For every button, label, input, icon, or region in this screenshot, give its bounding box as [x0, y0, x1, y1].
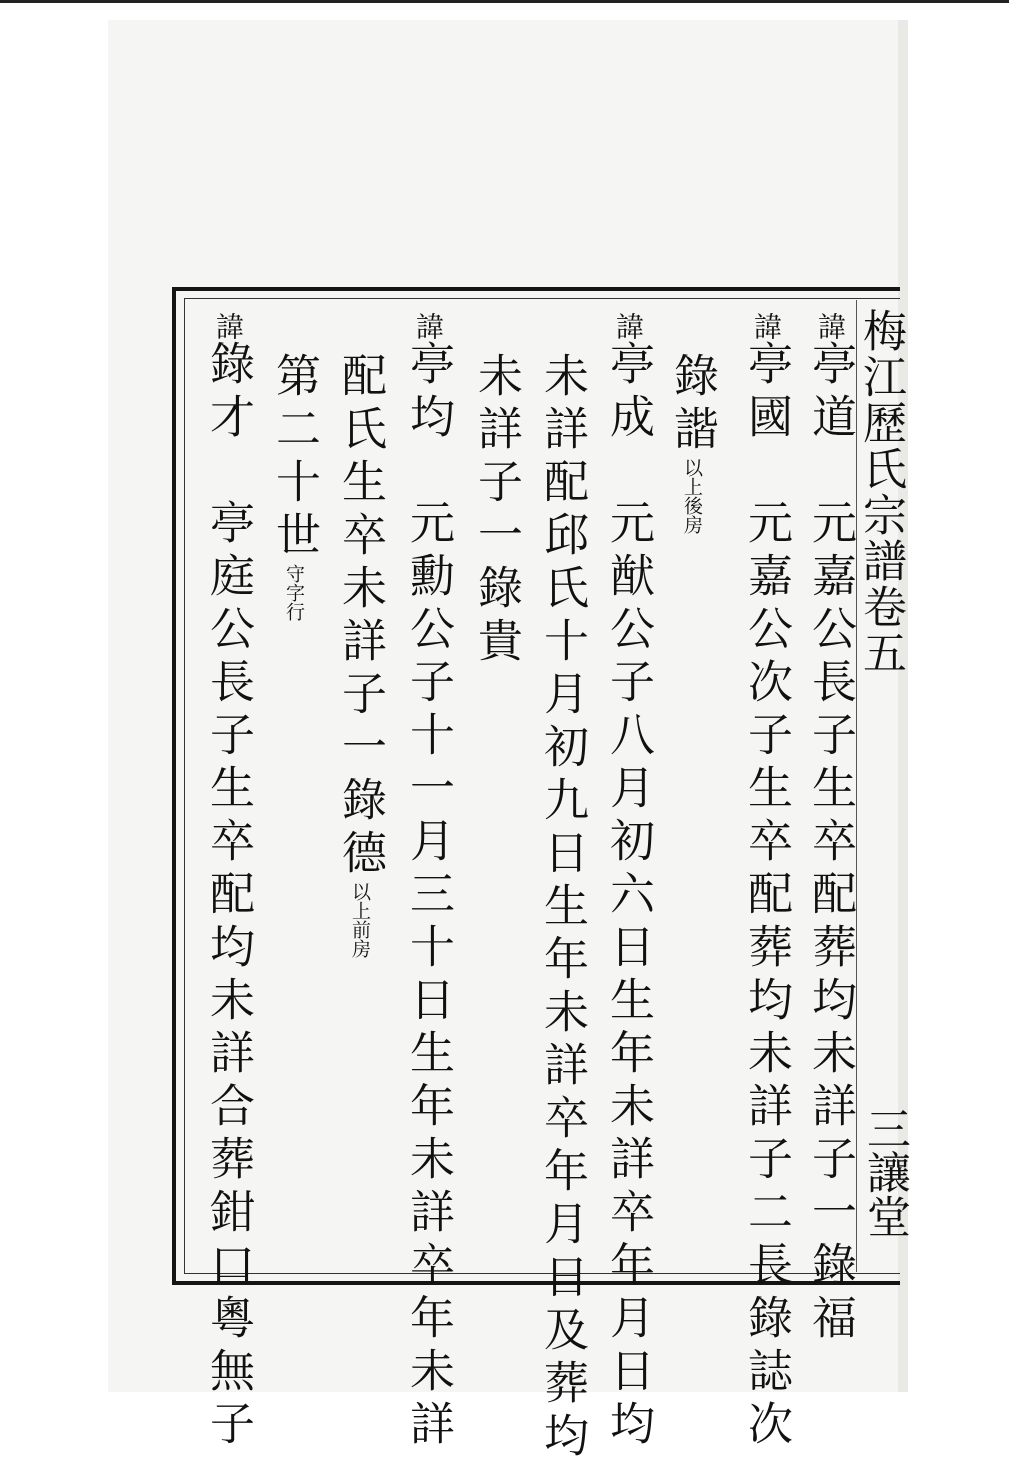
- column-2: [740, 312, 793, 1453]
- hui-marker: 諱: [750, 312, 783, 340]
- entry-text: 亭國 元嘉公次子生卒配葬均未詳子二長錄誌次: [740, 340, 793, 1453]
- entry-text: 未詳配邱氏十月初九日生年未詳卒年月日及葬均: [536, 352, 589, 1465]
- hui-marker: 諱: [612, 312, 645, 340]
- column-3: [666, 352, 719, 534]
- small-note: [349, 882, 370, 958]
- book-title: [855, 308, 906, 676]
- column-10: [202, 312, 255, 1453]
- column-4: [602, 312, 655, 1453]
- page-top-rule: [0, 0, 1009, 3]
- entry-text: 未詳子一錄貴: [470, 352, 523, 670]
- entry-text: 亭道 元嘉公長子生卒配葬均未詳子一錄福: [804, 340, 857, 1347]
- column-1: [804, 312, 857, 1347]
- hui-marker: 諱: [814, 312, 847, 340]
- entry-text: 錄諧: [666, 352, 719, 458]
- folio-label: 三讓堂: [859, 1106, 910, 1238]
- entry-text: 錄才 亭庭公長子生卒配均未詳合葬鉗口粵無子: [202, 340, 255, 1453]
- column-8: [334, 352, 387, 958]
- note-line-2: 後房: [681, 496, 703, 534]
- book-title-text: 梅江歷氏宗譜: [855, 308, 906, 584]
- column-7: [402, 312, 455, 1453]
- entry-text: 亭均 元勳公子十一月三十日生年未詳卒年未詳: [402, 340, 455, 1453]
- column-6: [470, 352, 523, 670]
- column-9: [268, 352, 321, 621]
- hui-marker: 諱: [412, 312, 445, 340]
- hui-marker: 諱: [212, 312, 245, 340]
- small-note: [681, 458, 702, 534]
- entry-text: 配氏生卒未詳子一錄德: [334, 352, 387, 882]
- small-note: [283, 564, 304, 621]
- generation-heading: 第二十世: [268, 352, 321, 564]
- volume-label: 卷五: [855, 584, 906, 676]
- note-line-1: 守字行: [283, 564, 305, 621]
- note-line-2: 前房: [349, 920, 371, 958]
- entry-text: 亭成 元猷公子八月初六日生年未詳卒年月日均: [602, 340, 655, 1453]
- note-line-1: 以上: [681, 458, 703, 496]
- note-line-1: 以上: [349, 882, 371, 920]
- column-5: [536, 352, 589, 1465]
